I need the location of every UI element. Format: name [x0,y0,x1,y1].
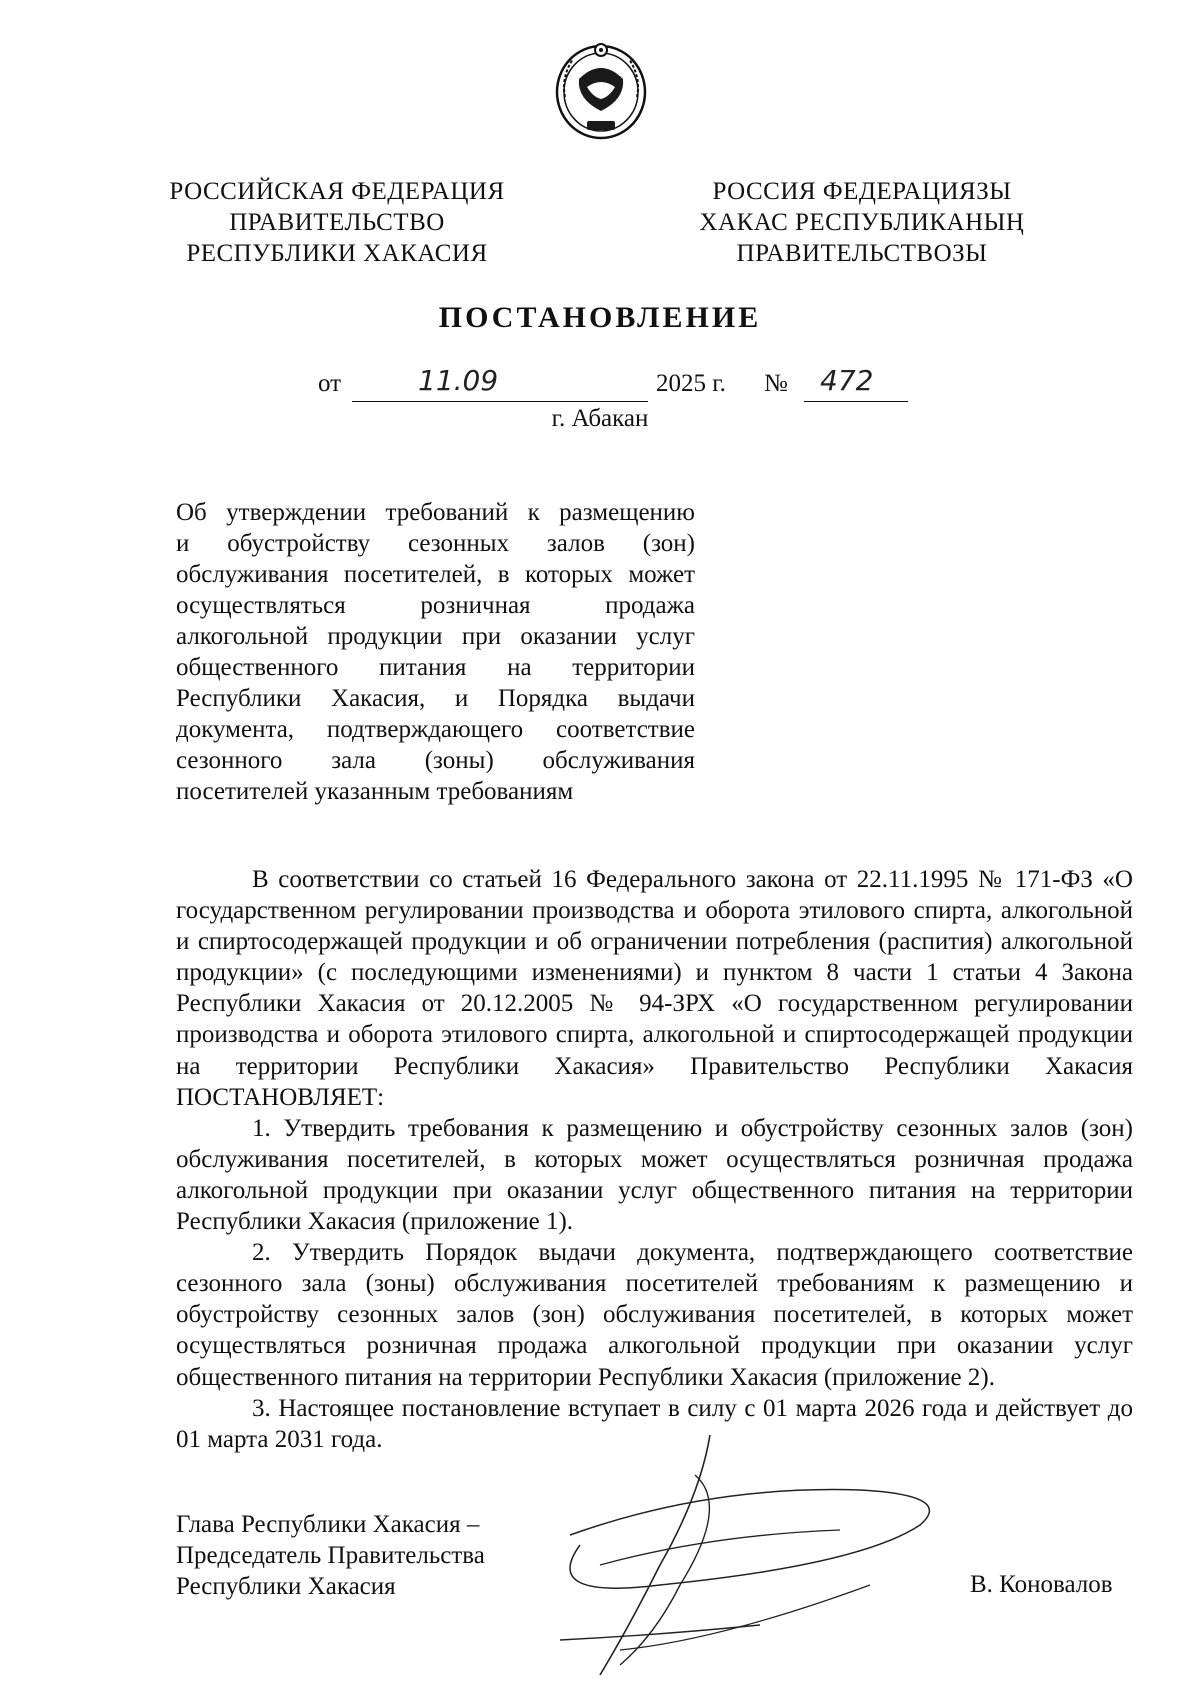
subject-line: документа, подтверждающего соответствие [176,716,695,743]
year-label: 2025 г. [656,370,726,397]
handwritten-date: 11.09 [418,364,499,397]
signatory-position [176,1509,536,1602]
header-right [692,176,1032,269]
subject-line: общественного питания на территории [176,654,695,681]
subject-line: Об утверждении требований к размещению [176,499,695,526]
date-number-row [318,364,908,402]
document-body [176,864,1133,1455]
subject-line: обслуживания посетителей, в которых может [176,561,695,588]
header-right-line-2: ХАКАС РЕСПУБЛИКАНЫҢ [699,209,1025,236]
document-title: ПОСТАНОВЛЕНИЕ [438,301,762,334]
signatory-position-line: Глава Республики Хакасия – [176,1511,480,1538]
date-from-label: от [318,370,342,397]
subject-line: сезонного зала (зоны) обслуживания [176,747,695,774]
signatory-position-line: Председатель Правительства [176,1542,485,1569]
number-label: № [764,370,788,397]
coat-of-arms-emblem [551,37,651,143]
body-item-3: 3. Настоящее постановление вступает в силу с 01 марта 2026 года и действует до 01 марта 2031 года. [176,1394,1133,1453]
body-item-1: 1. Утвердить требования к размещению и обустройству сезонных залов (зон) обслуживания посетителей, в которых может осуществляться розничная продажа алкогольной продукции при оказании услуг общественного питания на территории Республики Хакасия (приложение 1). [176,1114,1133,1236]
subject-line: посетителей указанным требованиям [176,778,574,805]
header-left-line-1: РОССИЙСКАЯ ФЕДЕРАЦИЯ [169,178,505,205]
subject-line: алкогольной продукции при оказании услуг [176,623,695,650]
number-underline [804,401,908,402]
body-preamble: В соответствии со статьей 16 Федерального закона от 22.11.1995 № 171-ФЗ «О государственном регулировании производства и оборота этилового спирта, алкогольной и спиртосодержащей продукции и об ограничении потребления (распития) алкогольной продукции» (с последующими изменениями) и пунктом 8 части 1 статьи 4 Закона Республики Хакасия от 20.12.2005 № 94-ЗРХ «О государственном регулировании производства и оборота этилового спирта, алкогольной и спиртосодержащей продукции на территории Республики Хакасия» Правительство Республики Хакасия ПОСТАНОВЛЯЕТ: [176,866,1133,1111]
header-right-line-3: ПРАВИТЕЛЬСТВОЗЫ [736,240,988,267]
city-label: г. Абакан [551,405,649,432]
header-left-line-3: РЕСПУБЛИКИ ХАКАСИЯ [186,240,488,267]
header-left-line-2: ПРАВИТЕЛЬСТВО [229,209,445,236]
subject-line: осуществляться розничная продажа [176,592,695,619]
document-subject [176,497,695,807]
signatory-position-line: Республики Хакасия [176,1573,396,1600]
header-right-line-1: РОССИЯ ФЕДЕРАЦИЯЗЫ [712,178,1012,205]
date-underline [352,401,648,402]
body-item-2: 2. Утвердить Порядок выдачи документа, подтверждающего соответствие сезонного зала (зоны) обслуживания посетителей требованиям к размещению и обустройству сезонных залов (зон) обслуживания посетителей, в которых может осуществляться розничная продажа алкогольной продукции при оказании услуг общественного питания на территории Республики Хакасия (приложение 2). [176,1239,1133,1391]
handwritten-signature [560,1435,960,1685]
signatory-name: В. Коновалов [970,1571,1113,1598]
handwritten-number: 472 [820,364,874,397]
subject-line: и обустройству сезонных залов (зон) [176,530,695,557]
header-left [167,176,507,269]
subject-line: Республики Хакасия, и Порядка выдачи [176,685,695,712]
